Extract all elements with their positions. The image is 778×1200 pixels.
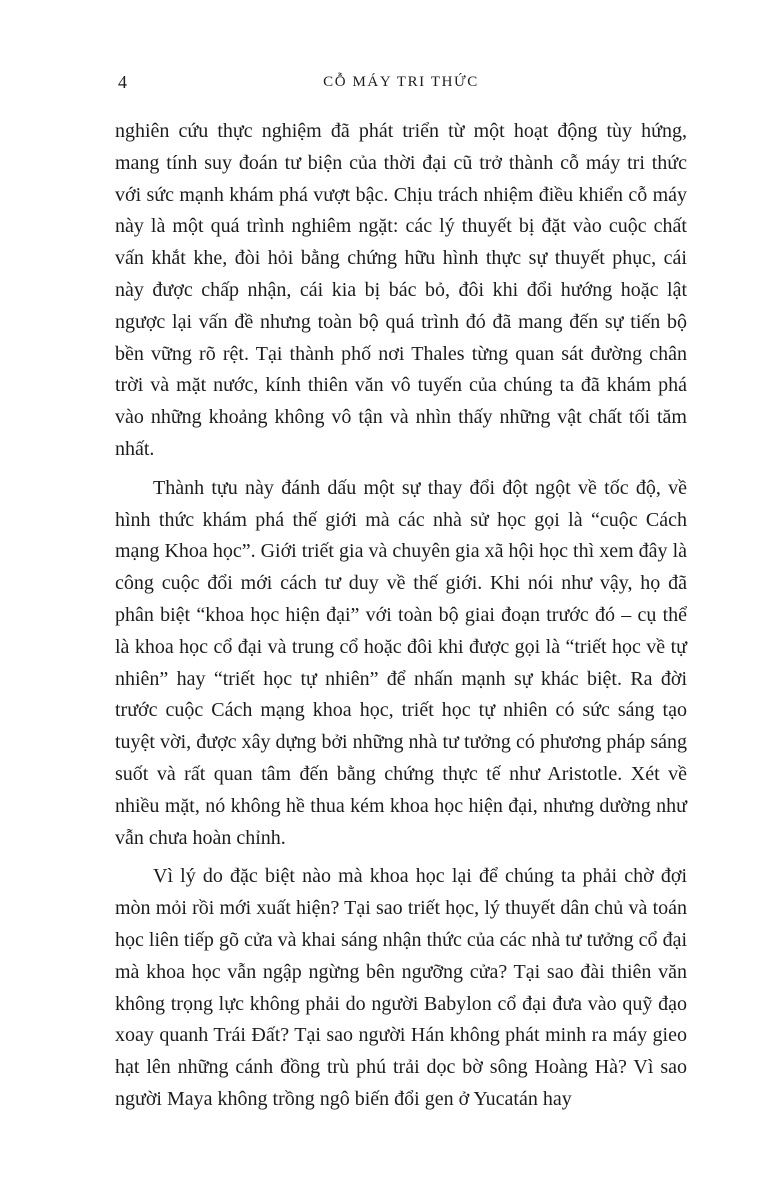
body-text: [115, 116, 687, 1116]
page-header: [115, 70, 687, 94]
running-title: CỖ MÁY TRI THỨC: [323, 74, 479, 90]
paragraph-3: Vì lý do đặc biệt nào mà khoa học lại để chúng ta phải chờ đợi mòn mỏi rồi mới xuất hiện? Tại sao triết học, lý thuyết dân chủ và toán học liên tiếp gõ cửa và khai sáng nhận thức của các nhà tư tưởng cổ đại mà khoa học vẫn ngập ngừng bên ngưỡng cửa? Tại sao đài thiên văn không trọng lực không phải do người Babylon cổ đại đưa vào quỹ đạo xoay quanh Trái Đất? Tại sao người Hán không phát minh ra máy gieo hạt lên những cánh đồng trù phú trải dọc bờ sông Hoàng Hà? Vì sao người Maya không trồng ngô biến đổi gen ở Yucatán hay: [115, 865, 687, 1110]
page-number: 4: [118, 72, 127, 92]
paragraph-2: Thành tựu này đánh dấu một sự thay đổi đột ngột về tốc độ, về hình thức khám phá thế giới mà các nhà sử học gọi là “cuộc Cách mạng Khoa học”. Giới triết gia và chuyên gia xã hội học thì xem đây là công cuộc đổi mới cách tư duy về thế giới. Khi nói như vậy, họ đã phân biệt “khoa học hiện đại” với toàn bộ giai đoạn trước đó – cụ thể là khoa học cổ đại và trung cổ hoặc đôi khi được gọi là “triết học về tự nhiên” hay “triết học tự nhiên” để nhấn mạnh sự khác biệt. Ra đời trước cuộc Cách mạng khoa học, triết học tự nhiên có sức sáng tạo tuyệt vời, được xây dựng bởi những nhà tư tưởng có phương pháp sáng suốt và rất quan tâm đến bằng chứng thực tế như Aristotle. Xét về nhiều mặt, nó không hề thua kém khoa học hiện đại, nhưng dường như vẫn chưa hoàn chỉnh.: [115, 476, 687, 849]
paragraph-1: nghiên cứu thực nghiệm đã phát triển từ một hoạt động tùy hứng, mang tính suy đoán tư biện của thời đại cũ trở thành cỗ máy tri thức với sức mạnh khám phá vượt bậc. Chịu trách nhiệm điều khiển cỗ máy này là một quá trình nghiêm ngặt: các lý thuyết bị đặt vào cuộc chất vấn khắt khe, đòi hỏi bằng chứng hữu hình thực sự thuyết phục, cái này được chấp nhận, cái kia bị bác bỏ, đôi khi đổi hướng hoặc lật ngược lại vấn đề nhưng toàn bộ quá trình đó đã mang đến sự tiến bộ bền vững rõ rệt. Tại thành phố nơi Thales từng quan sát đường chân trời và mặt nước, kính thiên văn vô tuyến của chúng ta đã khám phá vào những khoảng không vô tận và nhìn thấy những vật chất tối tăm nhất.: [115, 120, 687, 460]
